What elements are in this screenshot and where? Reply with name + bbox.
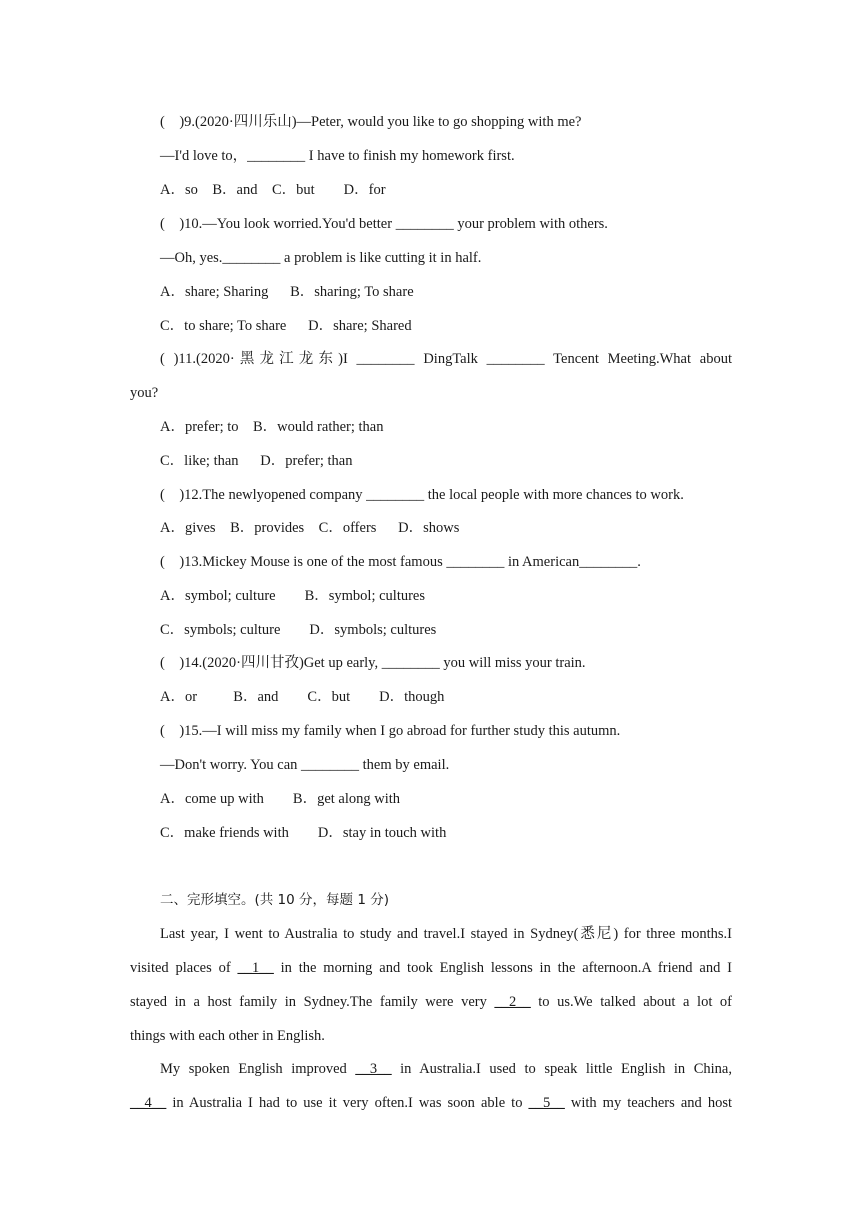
q11-stem-continued: you? xyxy=(130,385,159,401)
blank-2: __2__ xyxy=(494,994,531,1010)
q11-options-ab: A．prefer; to B．would rather; than xyxy=(160,419,384,435)
q13-stem: ( )13.Mickey Mouse is one of the most famous ________ in American________. xyxy=(160,554,641,570)
q15-options-ab: A．come up with B．get along with xyxy=(160,791,401,807)
passage-p2-line2 xyxy=(130,1093,732,1113)
blank-3: __3__ xyxy=(355,1061,392,1077)
q11-options-cd: C．like; than D．prefer; than xyxy=(160,453,353,469)
passage-text: stayed in a host family in Sydney.The family were very xyxy=(130,994,487,1010)
q15-stem: ( )15.—I will miss my family when I go abroad for further study this autumn. xyxy=(160,723,621,739)
passage-text: in the morning and took English lessons in the afternoon.A friend and I xyxy=(280,960,732,976)
passage-p1-line1: Last year, I went to Australia to study and travel.I stayed in Sydney(悉尼) for three months.I xyxy=(160,926,732,942)
passage-p2-line1 xyxy=(160,1059,732,1079)
passage-text: to us.We talked about a lot of xyxy=(538,994,733,1010)
passage-p1-line4: things with each other in English. xyxy=(130,1028,325,1044)
passage-text: with my teachers and host xyxy=(570,1095,732,1111)
q9-stem: ( )9.(2020·四川乐山)—Peter, would you like to go shopping with me? xyxy=(160,114,582,130)
blank-5: __5__ xyxy=(528,1095,565,1111)
passage-text: visited places of xyxy=(130,960,231,976)
q9-reply: —I'd love to，________ I have to finish my homework first. xyxy=(160,148,515,164)
q15-options-cd: C．make friends with D．stay in touch with xyxy=(160,825,447,841)
q15-reply: —Don't worry. You can ________ them by email. xyxy=(160,757,450,773)
q9-options: A．so B．and C．but D．for xyxy=(160,182,386,198)
blank-1: __1__ xyxy=(237,960,274,976)
q10-reply: —Oh, yes.________ a problem is like cutting it in half. xyxy=(160,250,482,266)
q12-options: A．gives B．provides C．offers D．shows xyxy=(160,520,460,536)
passage-text: in Australia.I used to speak little English in China, xyxy=(400,1061,732,1077)
q13-options-cd: C．symbols; culture D．symbols; cultures xyxy=(160,622,437,638)
passage-p1-line3 xyxy=(130,992,732,1012)
q11-stem: ( )11.(2020·黑龙江龙东)I ________ DingTalk ________ Tencent Meeting.What about xyxy=(160,351,732,367)
passage-text: in Australia I had to use it very often.I was soon able to xyxy=(172,1095,523,1111)
passage-text: My spoken English improved xyxy=(160,1061,347,1077)
blank-4: __4__ xyxy=(130,1095,167,1111)
section-heading: 二、完形填空。(共 10 分，每题 1 分) xyxy=(160,892,389,908)
q13-options-ab: A．symbol; culture B．symbol; cultures xyxy=(160,588,426,604)
q10-stem: ( )10.—You look worried.You'd better ________ your problem with others. xyxy=(160,216,608,232)
q12-stem: ( )12.The newlyopened company ________ the local people with more chances to work. xyxy=(160,487,684,503)
q14-options: A．or B．and C．but D．though xyxy=(160,689,445,705)
q10-options-ab: A．share; Sharing B．sharing; To share xyxy=(160,284,414,300)
q14-stem: ( )14.(2020·四川甘孜)Get up early, ________ you will miss your train. xyxy=(160,655,586,671)
q10-options-cd: C．to share; To share D．share; Shared xyxy=(160,318,412,334)
passage-p1-line2 xyxy=(130,958,732,978)
